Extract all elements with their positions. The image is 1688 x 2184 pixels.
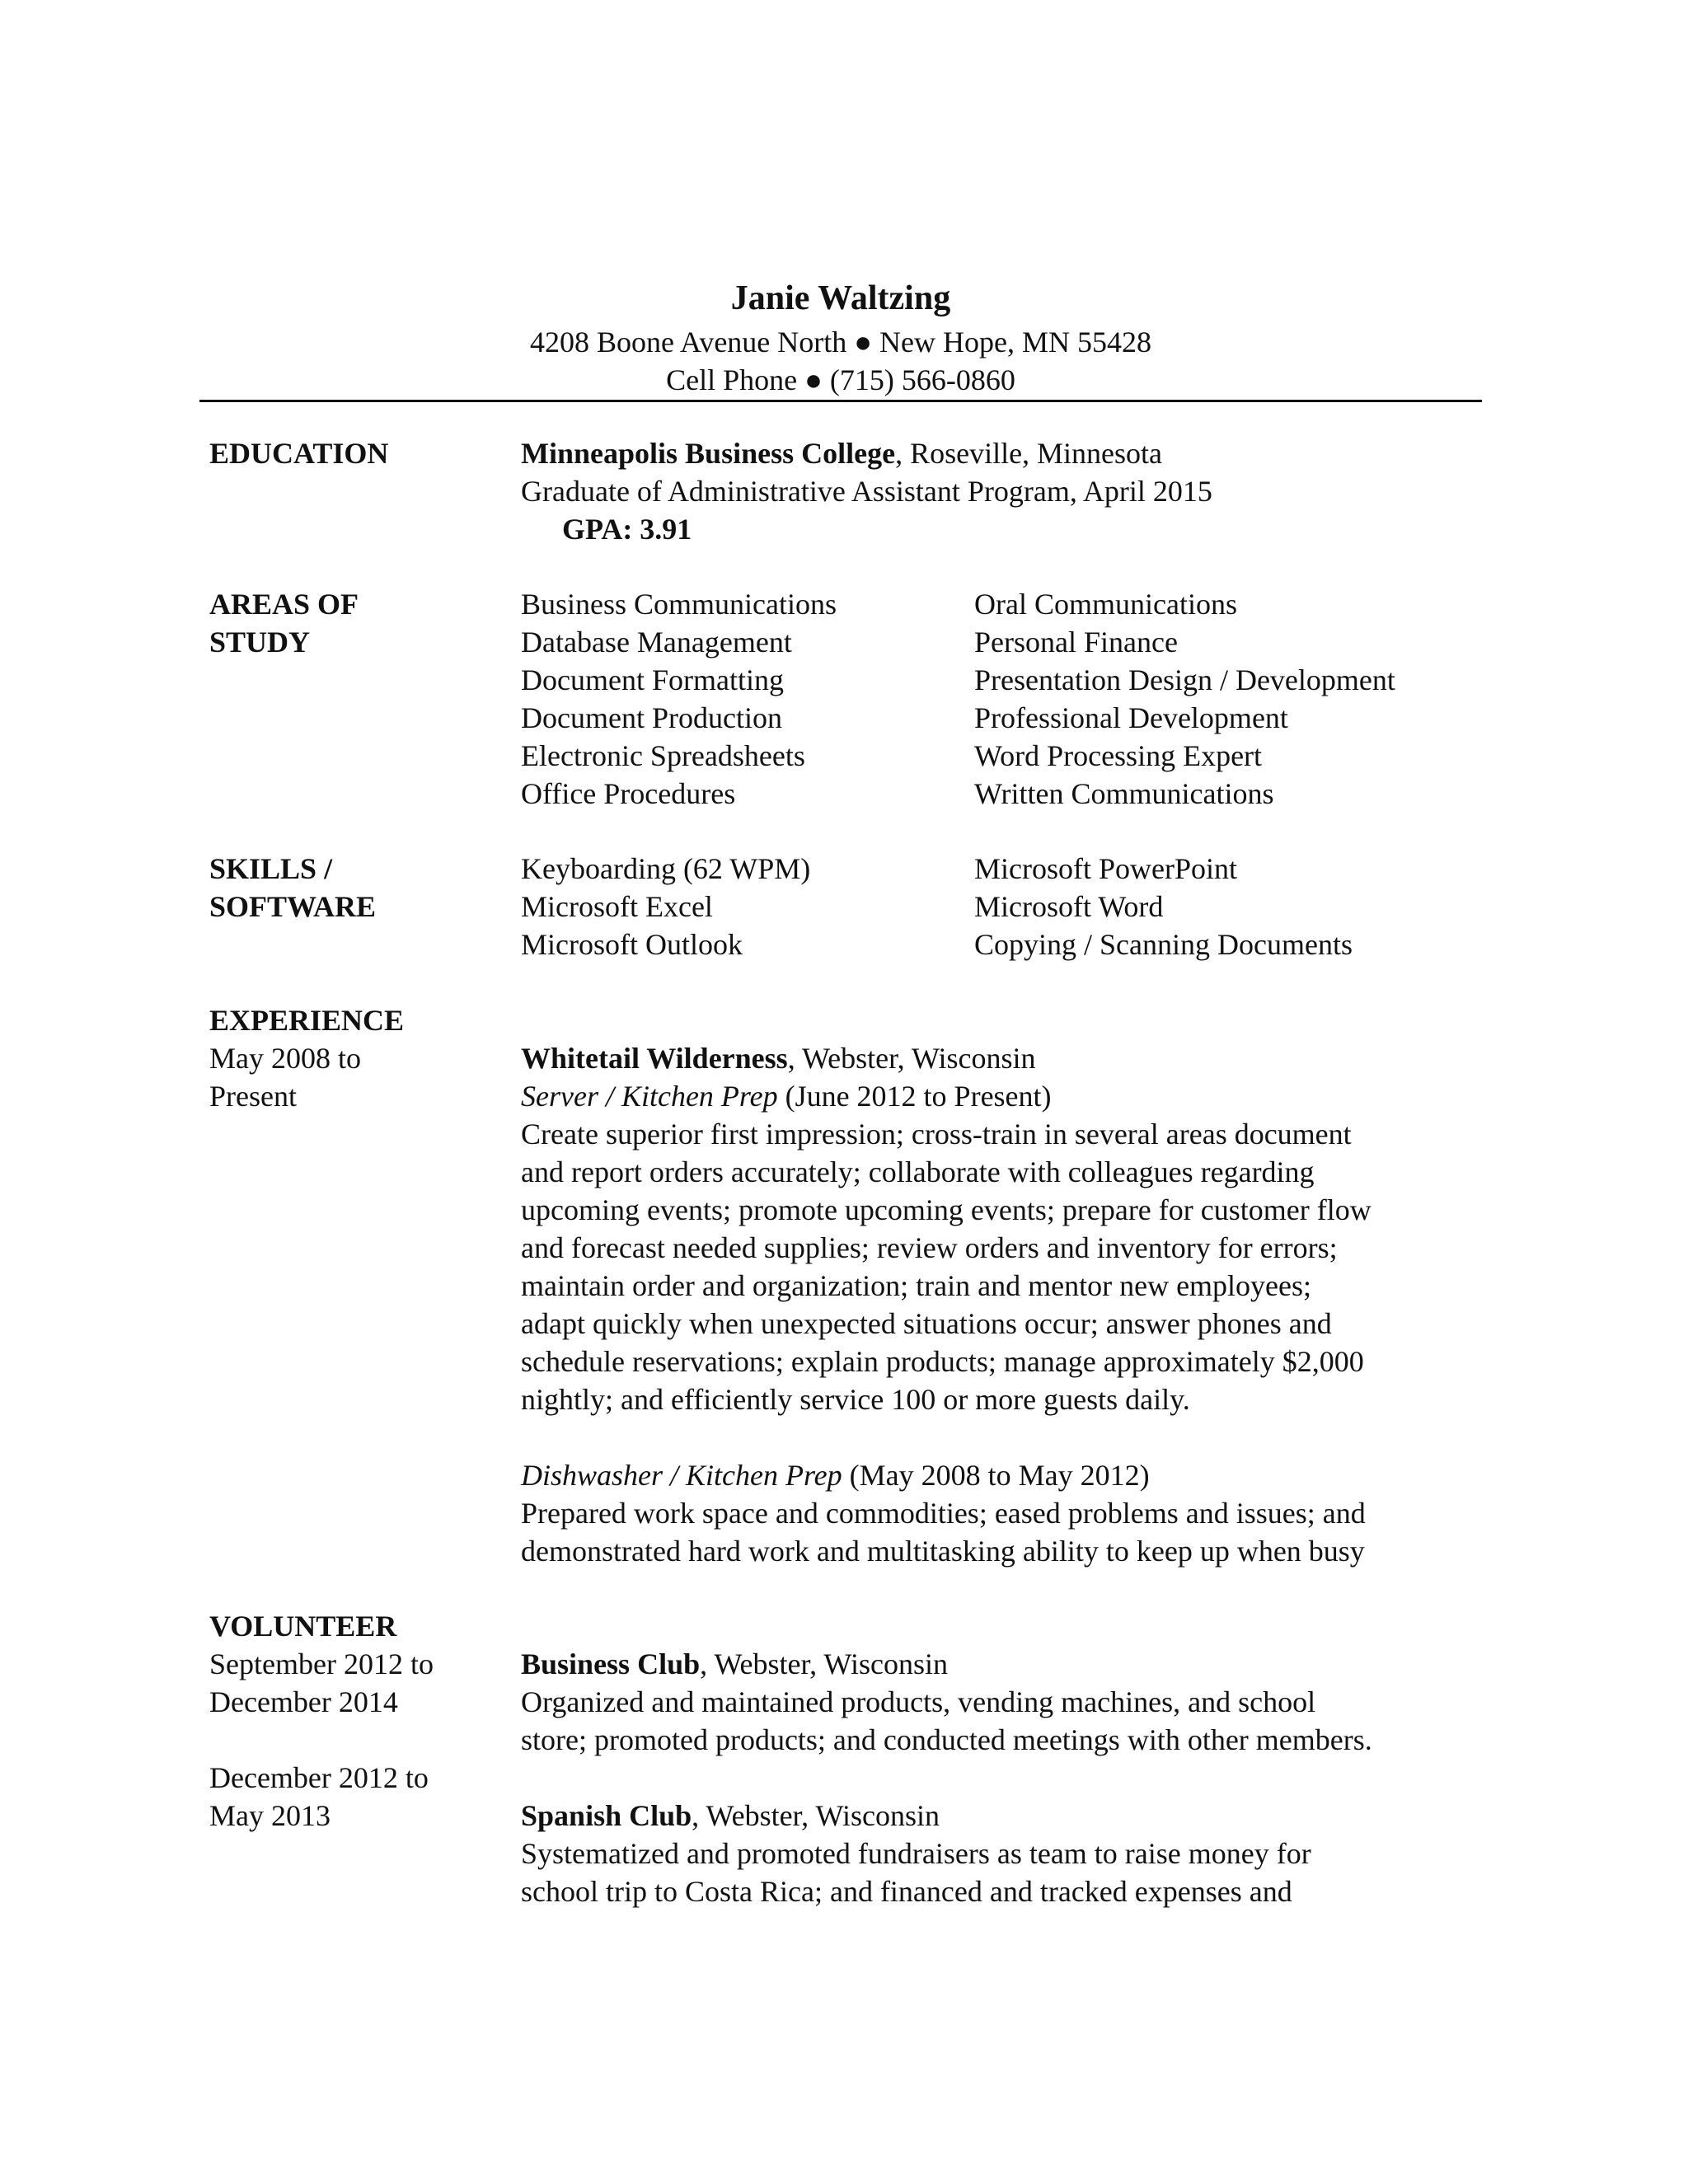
areas-heading: AREAS OF STUDY	[209, 588, 359, 658]
volunteer-1-text: Organized and maintained products, vending machines, and school	[521, 1685, 1316, 1718]
program-line: Graduate of Administrative Assistant Program, April 2015	[521, 475, 1212, 508]
volunteer-heading: VOLUNTEER September 2012 to December 2014 December 2012 to May 2013	[209, 1607, 506, 1835]
role-1-dates: (June 2012 to Present)	[777, 1080, 1052, 1113]
school-line	[521, 434, 1479, 472]
experience-dates: May 2008 to	[209, 1042, 361, 1075]
volunteer-1-dates: December 2014	[209, 1685, 398, 1718]
experience-heading: EXPERIENCE May 2008 to Present	[209, 1001, 506, 1115]
list-item: Electronic Spreadsheets	[521, 739, 805, 772]
address-line: 4208 Boone Avenue North ● New Hope, MN 55428	[530, 326, 1151, 359]
role-1-text: maintain order and organization; train and mentor new employees;	[521, 1269, 1312, 1302]
experience-dates: Present	[209, 1080, 297, 1113]
header-divider	[199, 400, 1482, 402]
role-2-line	[521, 1456, 1479, 1494]
volunteer-1-location: , Webster, Wisconsin	[700, 1647, 948, 1680]
volunteer-2-text: Systematized and promoted fundraisers as team to raise money for	[521, 1837, 1311, 1870]
list-item: Document Production	[521, 701, 782, 734]
list-item: Written Communications	[974, 777, 1274, 810]
school-location: , Roseville, Minnesota	[895, 437, 1163, 470]
volunteer-1-org: Business Club	[521, 1647, 701, 1680]
volunteer-1-dates: September 2012 to	[209, 1647, 434, 1680]
role-2-dates: (May 2008 to May 2012)	[842, 1459, 1150, 1492]
role-1-title: Server / Kitchen Prep	[521, 1080, 778, 1113]
volunteer-2-dates: December 2012 to	[209, 1761, 429, 1794]
role-2-title: Dishwasher / Kitchen Prep	[521, 1459, 842, 1492]
volunteer-1-text: store; promoted products; and conducted meetings with other members.	[521, 1723, 1372, 1756]
skills-column-1	[521, 850, 974, 963]
list-item: Microsoft Outlook	[521, 928, 743, 961]
list-item: Oral Communications	[974, 588, 1237, 621]
role-1-line	[521, 1077, 1479, 1115]
volunteer-1-org-line	[521, 1645, 1479, 1683]
list-item: Professional Development	[974, 701, 1288, 734]
volunteer-2-org-line	[521, 1797, 1479, 1835]
volunteer-content	[521, 1645, 1479, 1910]
role-1-text: adapt quickly when unexpected situations occur; answer phones and	[521, 1307, 1332, 1340]
spacer	[521, 1759, 1479, 1797]
role-1-text: and forecast needed supplies; review orders and inventory for errors;	[521, 1231, 1338, 1264]
spacer	[521, 1418, 1479, 1456]
employer-line	[521, 1039, 1479, 1077]
employer-location: , Webster, Wisconsin	[787, 1042, 1036, 1075]
areas-column-1	[521, 585, 974, 813]
list-item: Word Processing Expert	[974, 739, 1263, 772]
list-item: Document Formatting	[521, 663, 784, 696]
list-item: Personal Finance	[974, 626, 1178, 658]
areas-list	[521, 585, 1479, 813]
gpa-line: GPA: 3.91	[562, 513, 692, 546]
experience-content	[521, 1039, 1479, 1570]
role-1-text: Create superior first impression; cross-train in several areas document	[521, 1118, 1352, 1151]
education-content	[521, 434, 1479, 548]
school-name: Minneapolis Business College	[521, 437, 896, 470]
phone-line: Cell Phone ● (715) 566-0860	[666, 363, 1015, 396]
list-item: Presentation Design / Development	[974, 663, 1395, 696]
role-1-text: and report orders accurately; collaborate with colleagues regarding	[521, 1155, 1315, 1188]
volunteer-2-dates: May 2013	[209, 1799, 331, 1832]
employer-name: Whitetail Wilderness	[521, 1042, 788, 1075]
role-1-text: nightly; and efficiently service 100 or more guests daily.	[521, 1383, 1190, 1416]
areas-column-2	[974, 585, 1479, 813]
volunteer-2-text: school trip to Costa Rica; and financed and tracked expenses and	[521, 1875, 1292, 1908]
skills-column-2	[974, 850, 1479, 963]
role-2-text: demonstrated hard work and multitasking ability to keep up when busy	[521, 1535, 1365, 1568]
skills-heading: SKILLS / SOFTWARE	[209, 852, 377, 923]
list-item: Business Communications	[521, 588, 837, 621]
spacer	[209, 1721, 506, 1759]
list-item: Keyboarding (62 WPM)	[521, 852, 811, 885]
list-item: Microsoft PowerPoint	[974, 852, 1237, 885]
role-1-text: upcoming events; promote upcoming events; prepare for customer flow	[521, 1193, 1372, 1226]
resume-header	[199, 274, 1482, 399]
list-item: Microsoft Word	[974, 890, 1164, 923]
list-item: Database Management	[521, 626, 792, 658]
volunteer-2-org: Spanish Club	[521, 1799, 692, 1832]
list-item: Microsoft Excel	[521, 890, 713, 923]
volunteer-2-location: , Webster, Wisconsin	[692, 1799, 940, 1832]
skills-list	[521, 850, 1479, 963]
role-1-text: schedule reservations; explain products; manage approximately $2,000	[521, 1345, 1364, 1378]
education-heading: EDUCATION	[209, 437, 389, 470]
applicant-name: Janie Waltzing	[730, 279, 951, 317]
role-2-text: Prepared work space and commodities; eased problems and issues; and	[521, 1497, 1366, 1530]
list-item: Office Procedures	[521, 777, 736, 810]
list-item: Copying / Scanning Documents	[974, 928, 1353, 961]
